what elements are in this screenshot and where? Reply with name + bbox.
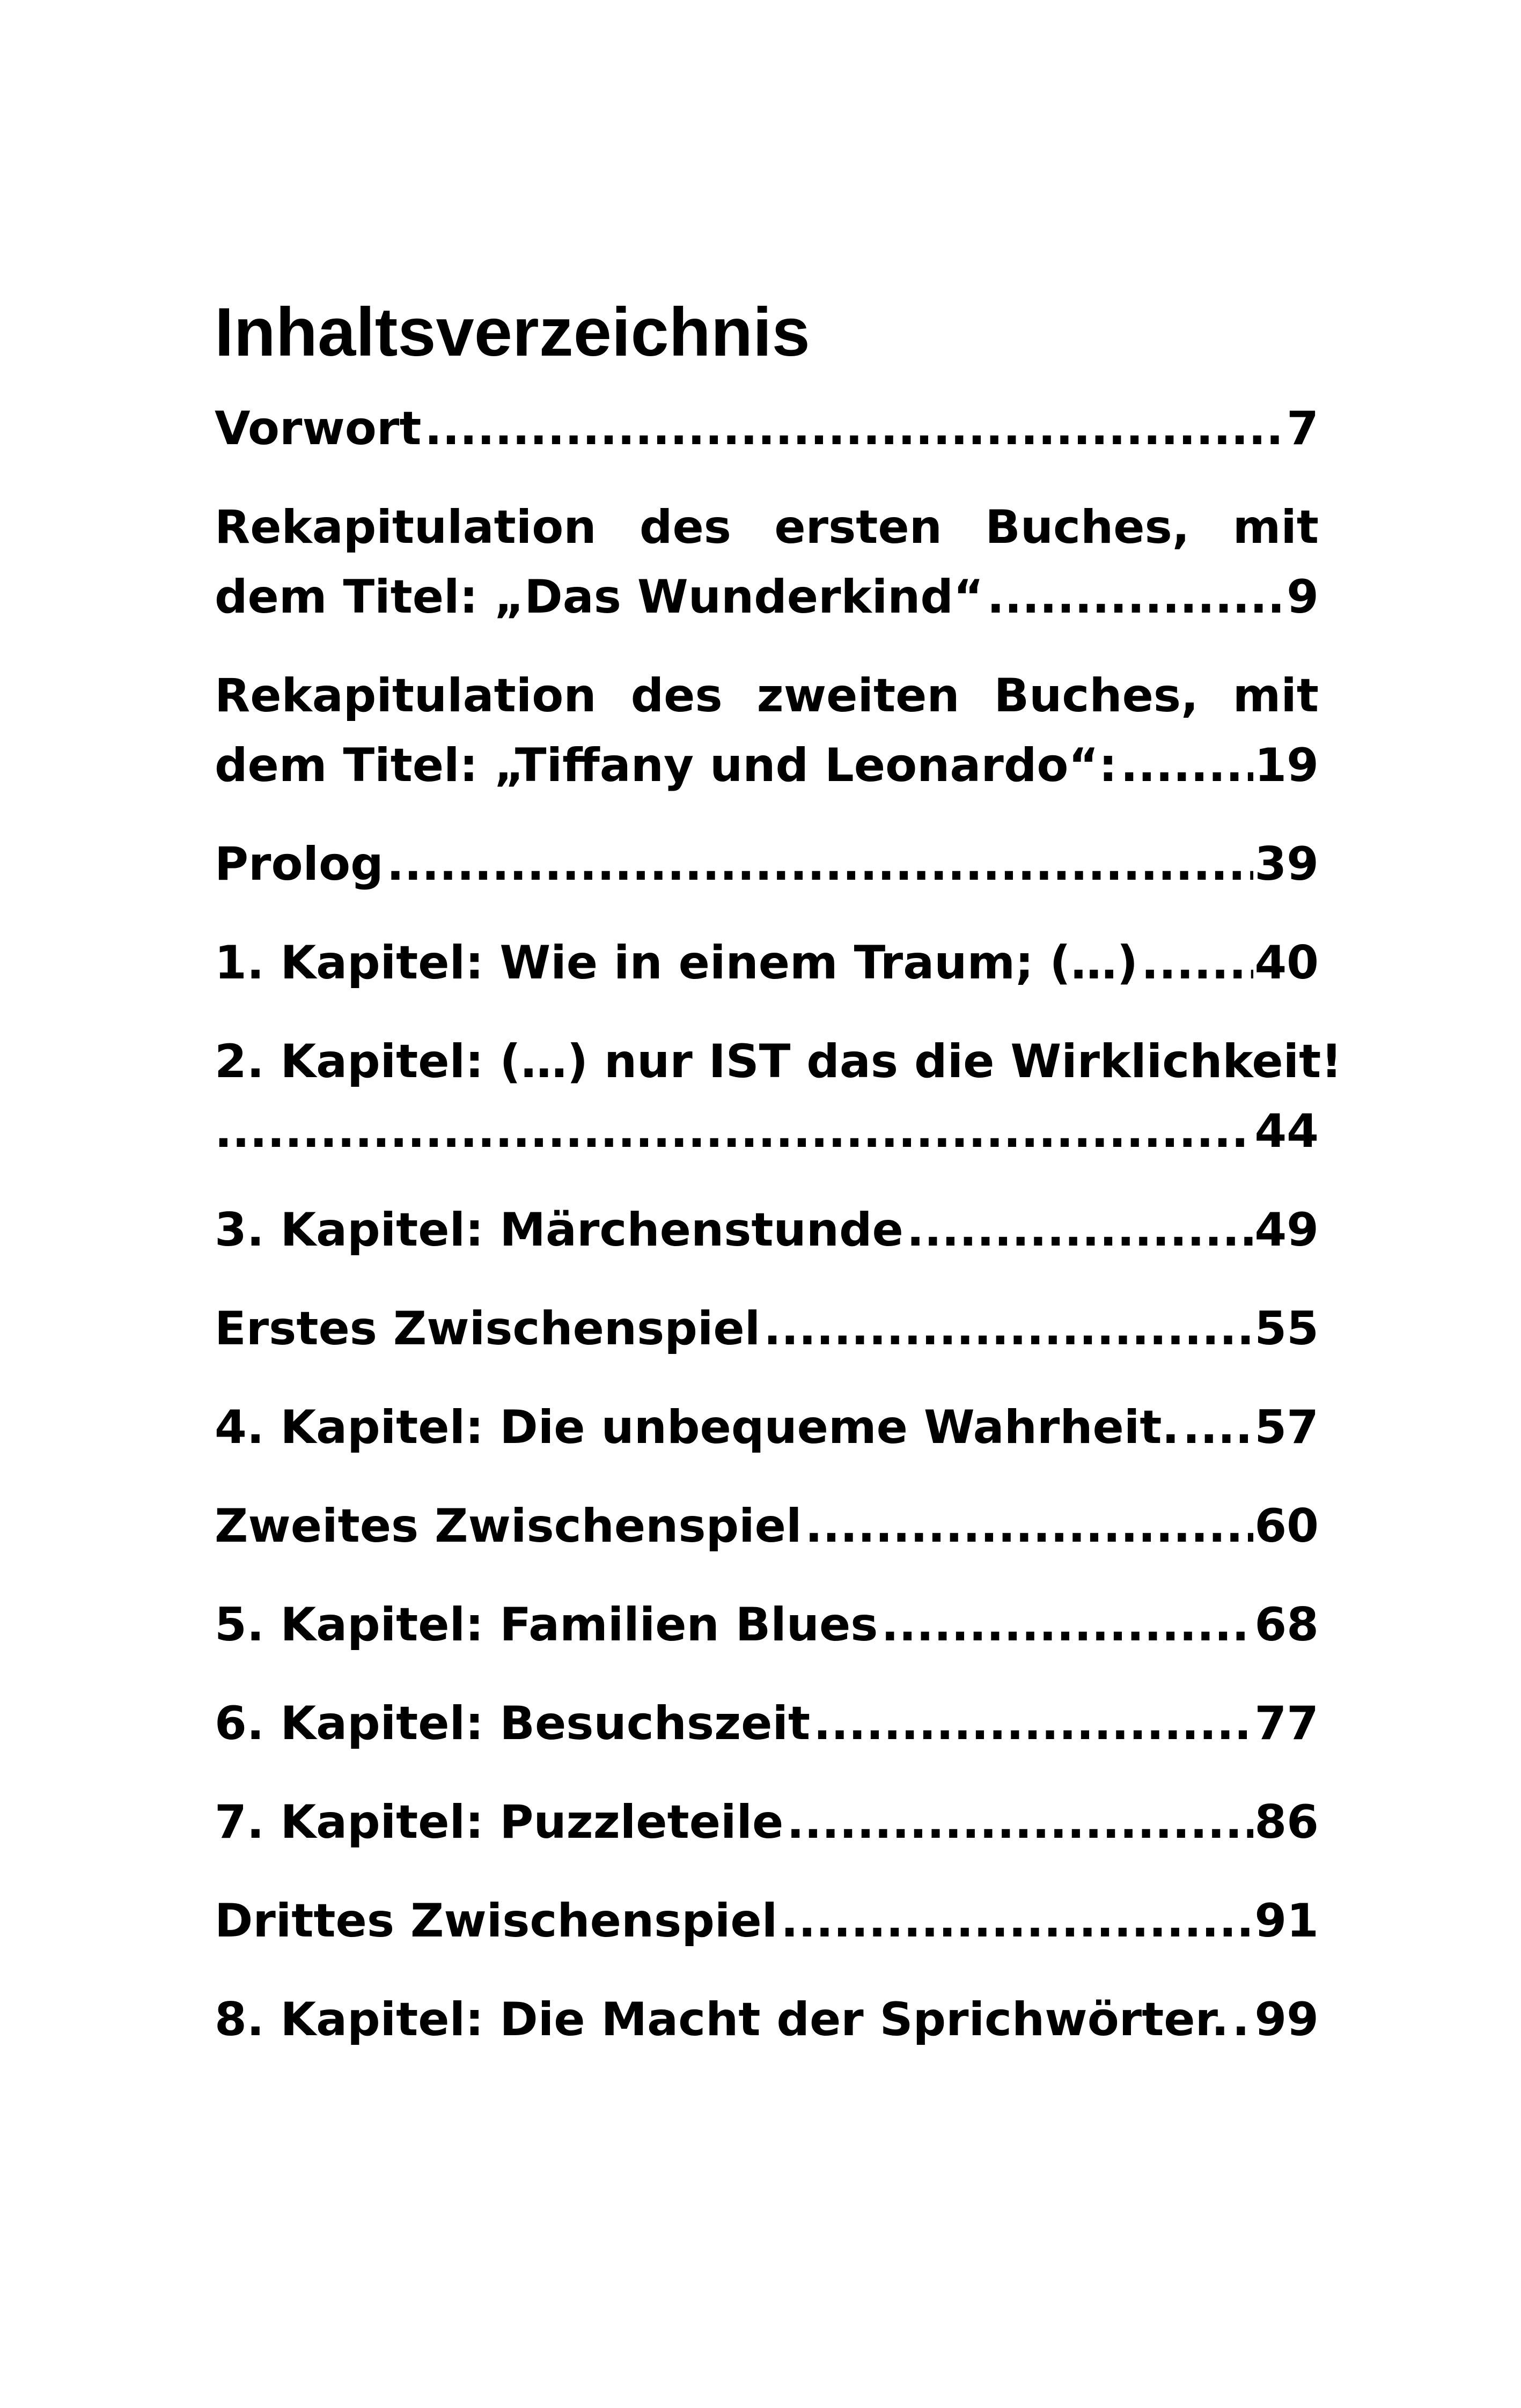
dot-leader [987, 562, 1286, 632]
dot-leader [1182, 1393, 1253, 1462]
toc-entry-title: 5. Kapitel: Familien Blues [215, 1598, 878, 1652]
toc-entry-page: 99 [1254, 1993, 1319, 2046]
toc-entry-title: 4. Kapitel: Die unbequeme Wahrheit. [215, 1401, 1180, 1454]
dot-leader [763, 1294, 1253, 1364]
toc-entry [215, 1590, 1319, 1660]
toc-entry-title: 6. Kapitel: Besuchszeit [215, 1697, 811, 1750]
toc-entry [215, 492, 1319, 632]
toc-entry-page: 60 [1254, 1499, 1319, 1553]
toc-entry [215, 661, 1319, 800]
document-page [215, 290, 1342, 2054]
dot-leader [1141, 928, 1253, 998]
toc-entry-title: 8. Kapitel: Die Macht der Sprichwörter. [215, 1993, 1229, 2046]
toc-entry-title: 1. Kapitel: Wie in einem Traum; (…) [215, 936, 1138, 990]
toc-entry-page: 86 [1254, 1795, 1319, 1849]
toc-entry [215, 1195, 1319, 1265]
toc-entry-page: 57 [1254, 1401, 1319, 1454]
dot-leader [781, 1886, 1253, 1956]
toc-entry [215, 1393, 1319, 1462]
toc-entry [215, 829, 1319, 899]
toc-entry [215, 1886, 1319, 1956]
dot-leader [424, 394, 1285, 463]
toc-entry [215, 1491, 1319, 1561]
toc-entry-page: 44 [1254, 1104, 1319, 1158]
toc-entry-page: 40 [1254, 936, 1319, 990]
dot-leader [387, 829, 1254, 899]
toc-entry-page: 91 [1254, 1894, 1319, 1948]
toc-entry-line2 [215, 1096, 1319, 1166]
toc-entry-title-line1: Rekapitulation des ersten Buches, mit [215, 500, 1319, 554]
toc-entry-page: 39 [1254, 837, 1319, 891]
toc-entry-page: 19 [1254, 739, 1319, 792]
toc-entry-title: Vorwort [215, 402, 422, 455]
toc-entry-title-line2: dem Titel: „Tiffany und Leonardo“: [215, 739, 1118, 792]
toc-entry-title-line1: Rekapitulation des zweiten Buches, mit [215, 669, 1319, 723]
toc-entry-title: 3. Kapitel: Märchenstunde [215, 1203, 903, 1257]
toc-entry [215, 928, 1319, 998]
toc-entry-page: 55 [1254, 1302, 1319, 1356]
toc-entry-title-line1: 2. Kapitel: (…) nur IST das die Wirklichkeit! [215, 1035, 1342, 1088]
toc-entry [215, 1294, 1319, 1364]
toc-entry-title: 7. Kapitel: Puzzleteile [215, 1795, 784, 1849]
toc-entry-page: 9 [1287, 570, 1319, 624]
toc-list [215, 394, 1342, 2054]
dot-leader [805, 1491, 1253, 1561]
toc-entry [215, 394, 1319, 463]
dot-leader [215, 1096, 1253, 1166]
dot-leader [881, 1590, 1253, 1660]
toc-entry-page: 77 [1254, 1697, 1319, 1750]
toc-entry-page: 49 [1254, 1203, 1319, 1257]
toc-entry-title: Erstes Zwischenspiel [215, 1302, 761, 1356]
dot-leader [813, 1689, 1253, 1758]
toc-entry-title: Drittes Zwischenspiel [215, 1894, 778, 1948]
toc-entry-title-line2: dem Titel: „Das Wunderkind“ [215, 570, 984, 624]
toc-entry-line2 [215, 562, 1319, 632]
dot-leader [1120, 731, 1253, 800]
toc-entry-title: Zweites Zwischenspiel [215, 1499, 802, 1553]
toc-entry-page: 68 [1254, 1598, 1319, 1652]
toc-heading: Inhaltsverzeichnis [215, 294, 810, 371]
toc-entry [215, 1787, 1319, 1857]
toc-entry [215, 1027, 1342, 1166]
toc-entry [215, 1689, 1319, 1758]
toc-entry [215, 1985, 1319, 2054]
dot-leader [1232, 1985, 1253, 2054]
dot-leader [907, 1195, 1253, 1265]
toc-entry-page: 7 [1287, 402, 1319, 455]
dot-leader [787, 1787, 1253, 1857]
toc-entry-title: Prolog [215, 837, 384, 891]
toc-entry-line2 [215, 731, 1319, 800]
